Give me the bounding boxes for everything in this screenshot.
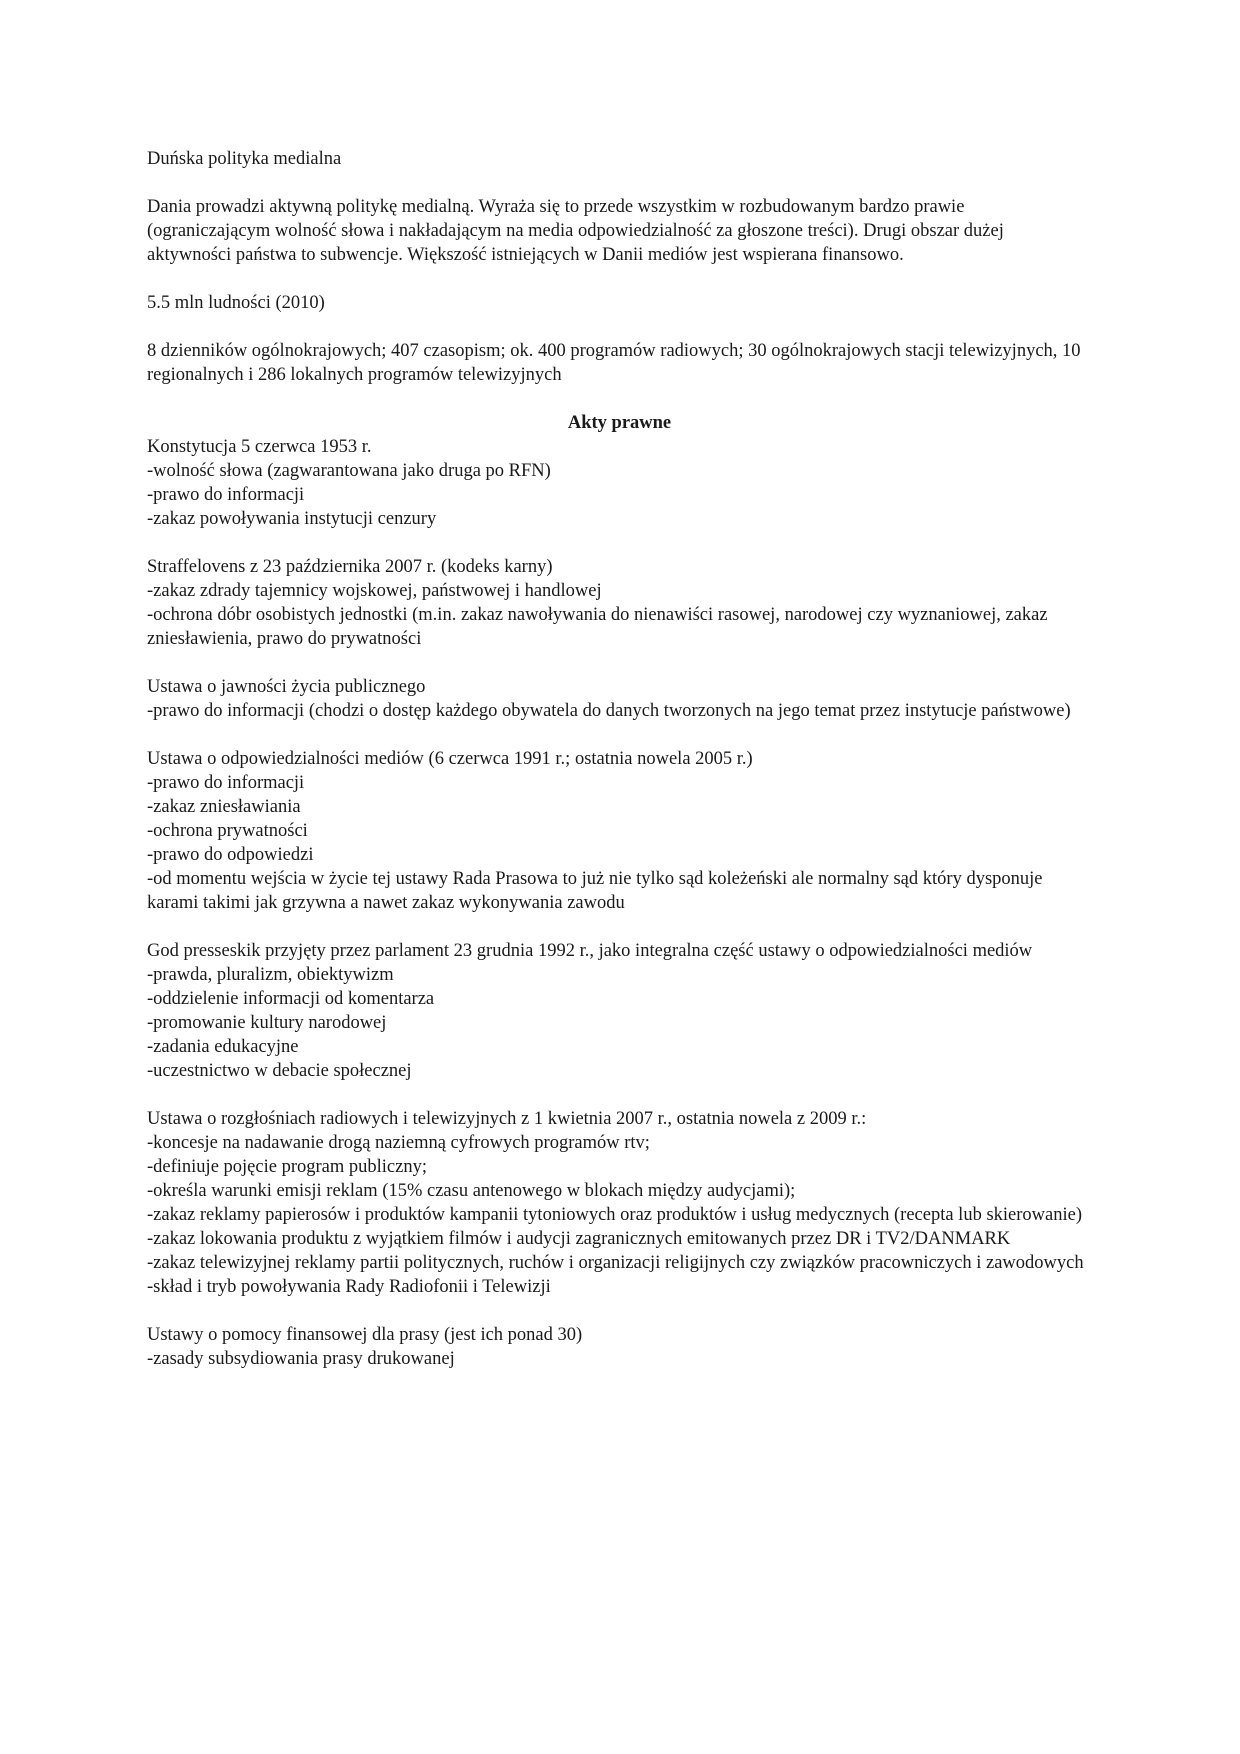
legal-act-block	[147, 435, 1092, 531]
legal-act-item: -zasady subsydiowania prasy drukowanej	[147, 1349, 455, 1369]
legal-act-block	[147, 555, 1092, 651]
legal-act-block	[147, 939, 1092, 1083]
legal-act-item: -oddzielenie informacji od komentarza	[147, 989, 435, 1009]
legal-act-item: -prawo do informacji	[147, 773, 305, 793]
legal-act-item: -skład i tryb powoływania Rady Radiofonii i Telewizji	[147, 1277, 551, 1297]
legal-act-block	[147, 747, 1092, 915]
legal-act-item: -od momentu wejścia w życie tej ustawy Rada Prasowa to już nie tylko sąd koleżeński ale normalny sąd który dysponuje karami takimi jak grzywna a nawet zakaz wykonywania zawodu	[147, 869, 1043, 913]
population-paragraph: 5.5 mln ludności (2010)	[147, 293, 325, 313]
legal-act-item: -koncesje na nadawanie drogą naziemną cyfrowych programów rtv;	[147, 1133, 650, 1153]
legal-act-item: -prawo do odpowiedzi	[147, 845, 314, 865]
legal-act-block	[147, 1107, 1092, 1299]
legal-act-item: -zakaz powoływania instytucji cenzury	[147, 509, 437, 529]
legal-act-item: -zakaz lokowania produktu z wyjątkiem filmów i audycji zagranicznych emitowanych przez DR i TV2/DANMARK	[147, 1229, 1011, 1249]
legal-act-title: Straffelovens z 23 października 2007 r. (kodeks karny)	[147, 557, 553, 577]
legal-act-item: -promowanie kultury narodowej	[147, 1013, 387, 1033]
legal-act-title: Ustawa o jawności życia publicznego	[147, 677, 426, 697]
legal-act-title: Konstytucja 5 czerwca 1953 r.	[147, 437, 372, 457]
legal-act-title: Ustawa o odpowiedzialności mediów (6 czerwca 1991 r.; ostatnia nowela 2005 r.)	[147, 749, 753, 769]
legal-act-item: -zakaz zniesławiania	[147, 797, 301, 817]
legal-act-item: -uczestnictwo w debacie społecznej	[147, 1061, 412, 1081]
legal-acts-list	[147, 435, 1092, 1371]
legal-act-item: -ochrona dóbr osobistych jednostki (m.in. zakaz nawoływania do nienawiści rasowej, narodowej czy wyznaniowej, zakaz zniesławienia, prawo do prywatności	[147, 605, 1048, 649]
legal-act-item: -określa warunki emisji reklam (15% czasu antenowego w blokach między audycjami);	[147, 1181, 796, 1201]
legal-act-item: -zakaz telewizyjnej reklamy partii politycznych, ruchów i organizacji religijnych czy związków pracowniczych i zawodowych	[147, 1253, 1084, 1273]
legal-act-item: -zadania edukacyjne	[147, 1037, 299, 1057]
legal-act-item: -wolność słowa (zagwarantowana jako druga po RFN)	[147, 461, 551, 481]
legal-act-title: Ustawy o pomocy finansowej dla prasy (jest ich ponad 30)	[147, 1325, 583, 1345]
legal-act-item: -ochrona prywatności	[147, 821, 308, 841]
legal-act-item: -prawda, pluralizm, obiektywizm	[147, 965, 394, 985]
legal-act-item: -zakaz zdrady tajemnicy wojskowej, państwowej i handlowej	[147, 581, 602, 601]
document-page	[147, 147, 1092, 1395]
legal-act-block	[147, 1323, 1092, 1371]
legal-act-block	[147, 675, 1092, 723]
document-title: Duńska polityka medialna	[147, 149, 342, 169]
section-heading: Akty prawne	[567, 413, 672, 433]
legal-act-title: Ustawa o rozgłośniach radiowych i telewizyjnych z 1 kwietnia 2007 r., ostatnia nowela z 2009 r.:	[147, 1109, 867, 1129]
legal-act-item: -definiuje pojęcie program publiczny;	[147, 1157, 427, 1177]
legal-act-title: God presseskik przyjęty przez parlament 23 grudnia 1992 r., jako integralna część ustawy o odpowiedzialności mediów	[147, 941, 1033, 961]
legal-act-item: -prawo do informacji	[147, 485, 305, 505]
media-stats-paragraph: 8 dzienników ogólnokrajowych; 407 czasopism; ok. 400 programów radiowych; 30 ogólnokrajowych stacji telewizyjnych, 10 regionalnych i 286 lokalnych programów telewizyjnych	[147, 341, 1081, 385]
legal-act-item: -zakaz reklamy papierosów i produktów kampanii tytoniowych oraz produktów i usług medycznych (recepta lub skierowanie)	[147, 1205, 1082, 1225]
intro-paragraph: Dania prowadzi aktywną politykę medialną. Wyraża się to przede wszystkim w rozbudowanym bardzo prawie (ograniczającym wolność słowa i nakładającym na media odpowiedzialność za głoszone treści). Drugi obszar dużej aktywności państwa to subwencje. Większość istniejących w Danii mediów jest wspierana finansowo.	[147, 197, 1004, 265]
legal-act-item: -prawo do informacji (chodzi o dostęp każdego obywatela do danych tworzonych na jego temat przez instytucje państwowe)	[147, 701, 1071, 721]
